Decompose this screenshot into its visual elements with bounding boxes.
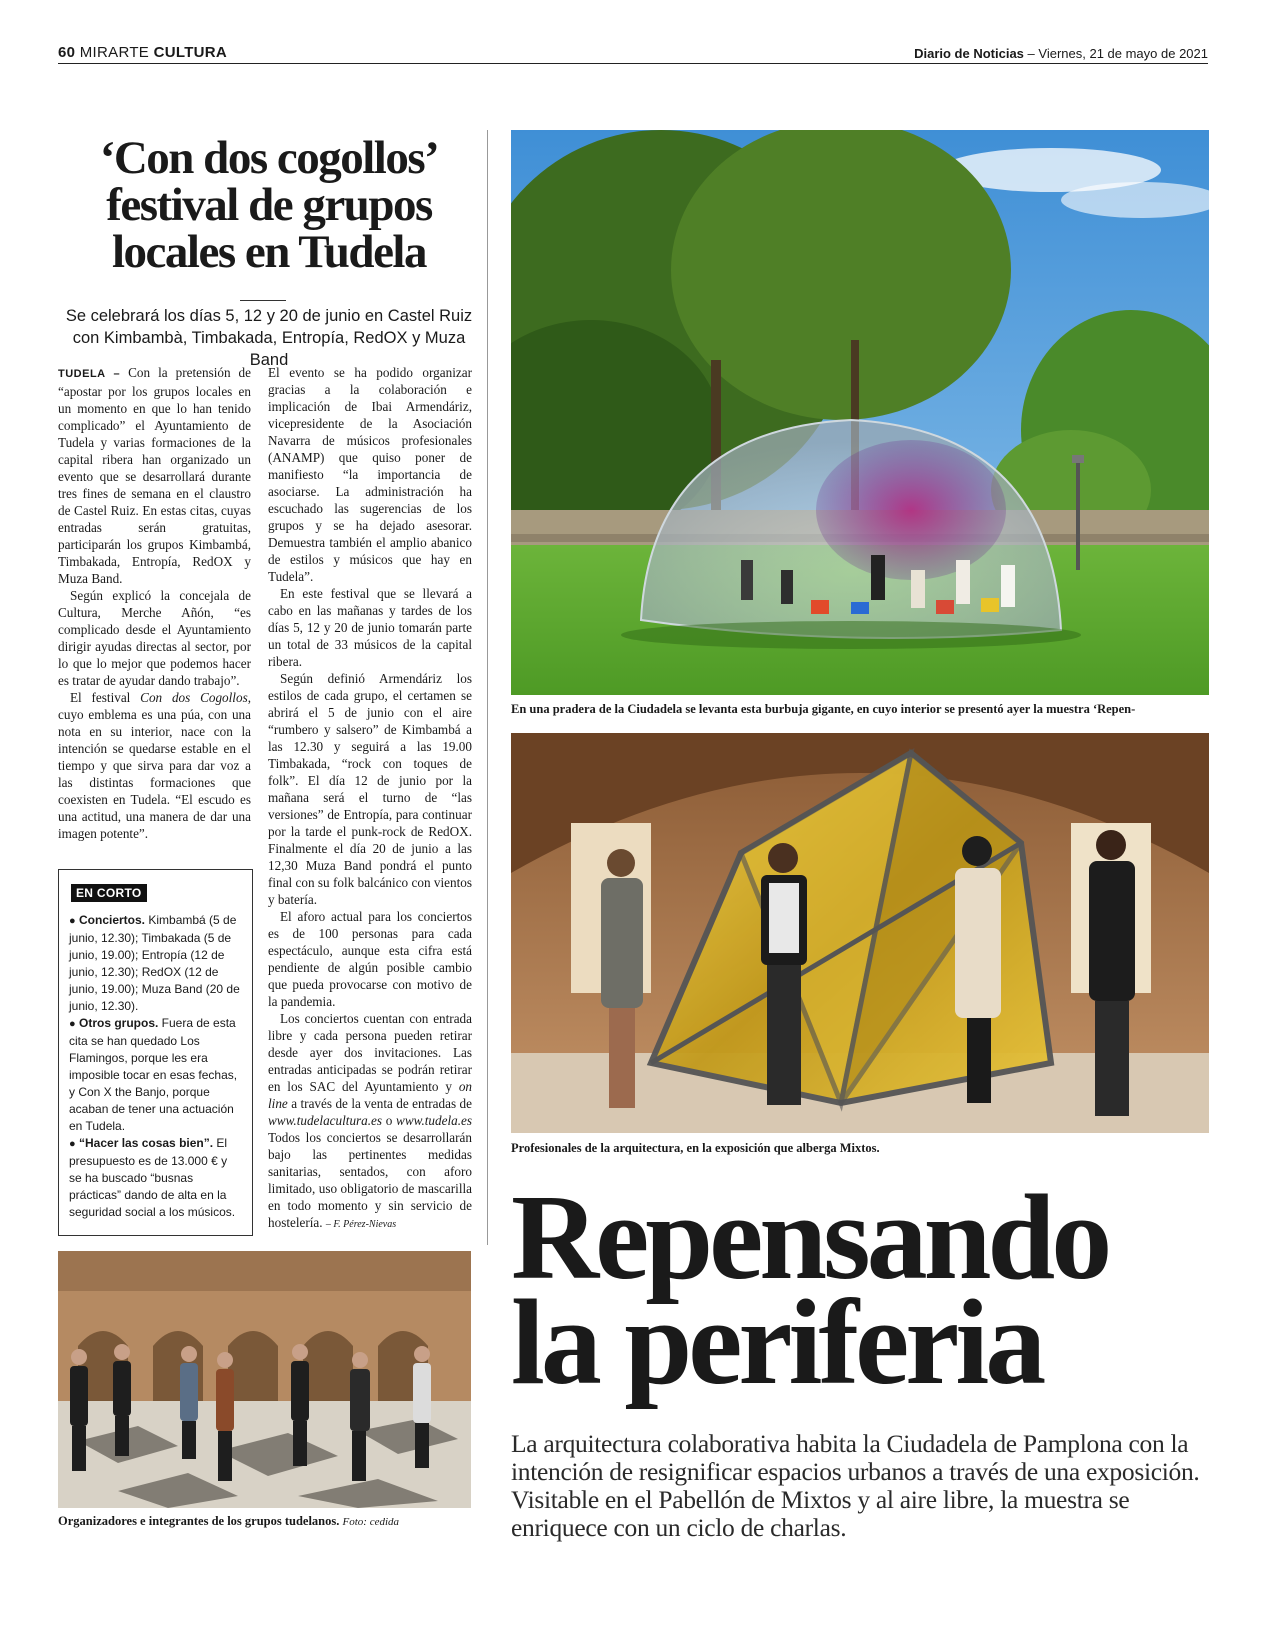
author-signature: – F. Pérez-Nievas [325, 1219, 397, 1230]
dome-photo [511, 130, 1209, 695]
paragraph-text: Todos los conciertos se desarrollarán bajo las pertinentes medidas sanitarias, sentados, con aforo limitado, uso obligatorio de mascarilla en todo momento y sin servicio de hostelería. [268, 1130, 472, 1230]
page-header-right [914, 46, 1208, 61]
paragraph: El evento se ha podido organizar gracias a la colaboración e implicación de Ibai Armendáriz, vicepresidente de la Asociación Navarra de músicos profesionales (ANAMP) que quiso poner de manifiesto “la importancia de asociarse. La administración ha escuchado las sugerencias de los grupos y se ha dejado asesorar. Demuestra también el amplio abanico de estilos y músicos que hay en Tudela”. [268, 365, 472, 584]
bullet-icon: ● [69, 1138, 76, 1150]
article-column-1 [58, 364, 251, 842]
section-prefix: MIRARTE [79, 44, 150, 61]
section-name: CULTURA [153, 44, 228, 61]
publication-date: Viernes, 21 de mayo de 2021 [1038, 46, 1208, 61]
box-tag: EN CORTO [71, 884, 147, 902]
header-separator: – [1027, 46, 1035, 61]
box-item [69, 912, 242, 1015]
page-header-left [58, 44, 227, 61]
paragraph-text: Los conciertos cuentan con entrada libre y cada persona pueden retirar desde ayer dos invitaciones. Las entradas anticipadas se podrán retirar en los SAC del Ayuntamiento y [268, 1011, 472, 1094]
title-line-1: Repensando [511, 1170, 1109, 1305]
page-number: 60 [58, 44, 76, 61]
exhibition-photo [511, 733, 1209, 1133]
festival-name: Con dos Cogollos [140, 690, 248, 705]
paragraph [58, 689, 251, 842]
box-item-title: Conciertos. [79, 913, 146, 927]
website-link[interactable]: www.tudelacultura.es [268, 1113, 383, 1128]
bullet-icon: ● [69, 915, 76, 927]
paragraph: Según definió Armendáriz los estilos de cada grupo, el certamen se abrirá el 5 de junio con el aire “rumbero y salsero” de Kimbambá a las 12.30 y seguirá a las 19.00 Timbakada, “rock con toques de folk”. El día 12 de junio por la mañana será el turno de “las versiones” de Entropía, para continuar por la tarde el punk-rock de RedOX. Finalmente el día 20 de junio a las 12,30 Muza Band pondrá el punto final con su folk balcánico con vientos y batería. [268, 671, 472, 907]
box-item [69, 1015, 242, 1135]
publication-name: Diario de Noticias [914, 46, 1024, 61]
left-article-title: ‘Con dos cogollos’ festival de grupos locales en Tudela [99, 132, 439, 278]
article-column-2 [268, 364, 472, 1233]
group-photo-caption [58, 1514, 399, 1529]
paragraph-text: a través de la venta de entradas de [287, 1096, 472, 1111]
paragraph-text: , cuyo emblema es una púa, con una nota en su interior, nace con la intención se quedarse estable en el tiempo y que sirva para dar voz a las distintas formaciones que coexisten en Tudela. “El escudo es una actitud, una manera de dar una imagen potente”. [58, 690, 251, 841]
box-item-title: Otros grupos. [79, 1016, 159, 1030]
exhibition-photo-caption: Profesionales de la arquitectura, en la exposición que alberga Mixtos. [511, 1141, 880, 1155]
website-link[interactable]: www.tudela.es [396, 1113, 472, 1128]
en-corto-box [58, 869, 253, 1236]
dome-photo-caption: En una pradera de la Ciudadela se levanta esta burbuja gigante, en cuyo interior se presentó ayer la muestra ‘Repen- [511, 702, 1136, 716]
paragraph: El aforo actual para los conciertos es de 100 personas para cada espectáculo, aunque esta cifra está pendiente de algún posible cambio que pueda provocarse con motivo de la pandemia. [268, 909, 472, 1009]
online-text: on line [268, 1079, 472, 1111]
paragraph-text: o [382, 1113, 397, 1128]
paragraph-text: El festival [70, 690, 141, 705]
header-rule [58, 63, 1208, 64]
dateline: TUDELA – [58, 368, 121, 380]
box-item-text: Fuera de esta cita se han quedado Los Flamingos, porque les era imposible tocar en esas fechas, y Con X the Banjo, porque acaban de tener una actuación en Tudela. [69, 1016, 238, 1133]
title-line-2: la periferia [511, 1275, 1043, 1410]
bullet-icon: ● [69, 1018, 76, 1030]
photo-credit: Foto: cedida [342, 1516, 400, 1528]
box-item-text: Kimbambá (5 de junio, 12.30); Timbakada (5 de junio, 19.00); Entropía (12 de junio, 12.30); RedOX (12 de junio, 19.00); Muza Band (20 de junio, 12.30). [69, 913, 240, 1013]
box-item-title: “Hacer las cosas bien”. [79, 1136, 214, 1150]
paragraph: Según explicó la concejala de Cultura, Merche Añón, “es complicado desde el Ayuntamiento dirigir ayudas directas al sector, por lo que lo mejor que podemos hacer es tratar de ayudar dando trabajo”. [58, 588, 251, 688]
box-item-text: El presupuesto es de 13.000 € y se ha buscado “busnas prácticas” dando de alta en la seguridad social a los músicos. [69, 1136, 236, 1219]
column-divider [487, 130, 488, 1245]
group-caption-text: Organizadores e integrantes de los grupos tudelanos. [58, 1514, 340, 1528]
left-article-subtitle: Se celebrará los días 5, 12 y 20 de junio en Castel Ruiz con Kimbambà, Timbakada, Entropía, RedOX y Muza Band [65, 307, 473, 369]
paragraph [268, 1010, 472, 1233]
right-article-subtitle: La arquitectura colaborativa habita la Ciudadela de Pamplona con la intención de resignificar espacios urbanos a través de una exposición. Visitable en el Pabellón de Mixtos y al aire libre, la muestra se enriquece con un ciclo de charlas. [511, 1429, 1200, 1542]
paragraph [58, 364, 251, 587]
right-article-title [511, 1170, 1211, 1410]
group-photo [58, 1251, 471, 1508]
paragraph-text: Con la pretensión de “apostar por los grupos locales en un momento en que lo han tenido complicado” el Ayuntamiento de Tudela y varias formaciones de la capital ribera han organizado un evento que se desarrollará durante tres fines de semana en el claustro de Castel Ruiz. En estas citas, cuyas entradas serán gratuitas, participarán los grupos Kimbambá, Timbakada, Entropía, RedOX y Muza Band. [58, 365, 252, 586]
paragraph: En este festival que se llevará a cabo en las mañanas y tardes de los días 5, 12 y 20 de junio tomarán parte un total de 33 músicos de la capital ribera. [268, 586, 472, 669]
box-item [69, 1135, 242, 1221]
title-rule [240, 300, 286, 301]
